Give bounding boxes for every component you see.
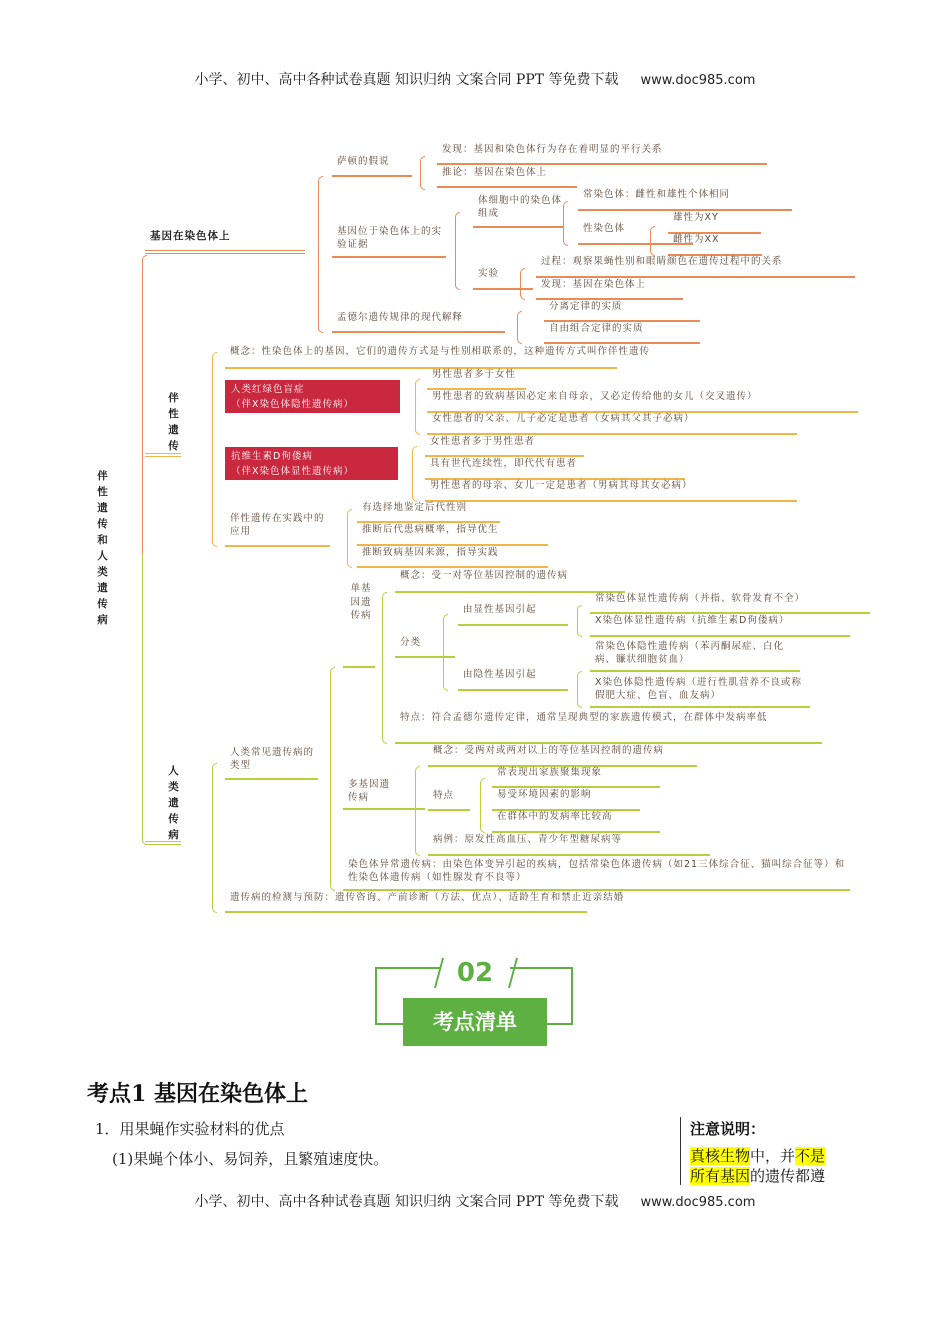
node: 推断致病基因来源，指导实践 xyxy=(357,546,548,568)
node: 性染色体 xyxy=(578,222,693,245)
note-text: 的遗传都遵 xyxy=(750,1167,826,1185)
node: X染色体显性遗传病（抗维生素D佝偻病） xyxy=(590,614,850,637)
bracket xyxy=(517,311,522,344)
node: 在群体中的发病率比较高 xyxy=(492,810,660,833)
footer-url[interactable]: www.doc985.com xyxy=(640,1195,756,1210)
node: 特点 xyxy=(428,789,470,811)
bracket xyxy=(347,509,352,568)
section-title: 考点1 基因在染色体上 xyxy=(87,1081,308,1107)
node-chromosomal: 染色体异常遗传病：由染色体变异引起的疾病，包括常染色体遗传病（如21三体综合征、猫叫综合征等）和性染色体遗传病（如性腺发育不良等） xyxy=(343,858,850,891)
header-text: 小学、初中、高中各种试卷真题 知识归纳 文案合同 PPT 等免费下载 xyxy=(194,72,619,88)
label: （伴X染色体显性遗传病） xyxy=(231,466,355,477)
label: （伴X染色体隐性遗传病） xyxy=(231,399,355,410)
node-evidence: 基因位于染色体上的实验证据 xyxy=(332,225,446,258)
node: 常染色体隐性遗传病（苯丙酮尿症、白化病、镰状细胞贫血） xyxy=(590,640,800,672)
bracket xyxy=(330,667,335,891)
bracket xyxy=(455,212,460,290)
node: 雌性为XX xyxy=(668,233,762,256)
node: 实验 xyxy=(473,267,533,290)
node: 发现：基因在染色体上 xyxy=(536,278,683,300)
node: 有选择地鉴定后代性别 xyxy=(357,501,500,523)
node: 过程：观察果蝇性别和眼睛颜色在遗传过程中的关系 xyxy=(536,255,855,278)
s3-title: 人类遗传病 xyxy=(145,763,181,845)
bracket xyxy=(650,226,655,256)
note-divider xyxy=(680,1117,681,1185)
note-line-1 xyxy=(690,1145,825,1166)
node: 概念：受一对等位基因控制的遗传病 xyxy=(395,569,625,593)
note-line-2 xyxy=(690,1165,825,1186)
node-application: 伴性遗传在实践中的应用 xyxy=(225,512,330,547)
bracket xyxy=(382,592,387,744)
colorblind-box xyxy=(225,380,400,413)
node: 女性患者多于男性患者 xyxy=(425,435,584,457)
item-1-1: (1)果蝇个体小、易饲养，且繁殖速度快。 xyxy=(112,1150,389,1168)
bracket xyxy=(520,268,525,300)
node-types: 人类常见遗传病的类型 xyxy=(225,746,318,780)
bracket xyxy=(318,176,323,333)
bracket xyxy=(577,671,582,708)
node: 分类 xyxy=(395,636,455,658)
bracket xyxy=(480,778,485,833)
node: 男性患者的母亲、女儿一定是患者（男病其母其女必病） xyxy=(425,479,797,502)
item-1: 1．用果蝇作实验材料的优点 xyxy=(95,1120,285,1138)
node: X染色体隐性遗传病（进行性肌营养不良或称假肥大症、色盲、血友病） xyxy=(590,676,810,708)
s2-title: 伴性遗传 xyxy=(145,390,181,457)
node: 推论：基因在染色体上 xyxy=(437,166,577,188)
bracket xyxy=(577,605,582,637)
badge-frame-top xyxy=(510,967,573,969)
node: 男性患者多于女性 xyxy=(427,368,526,390)
node: 常染色体显性遗传病（并指、软骨发育不全） xyxy=(590,592,870,614)
header-url[interactable]: www.doc985.com xyxy=(640,73,756,88)
node: 概念：受两对或两对以上的等位基因控制的遗传病 xyxy=(428,744,697,767)
note-text: 中，并 xyxy=(750,1147,796,1165)
node: 自由组合定律的实质 xyxy=(544,322,700,344)
node: 分离定律的实质 xyxy=(544,300,700,322)
s1-title: 基因在染色体上 xyxy=(145,230,305,254)
bracket xyxy=(420,156,425,190)
node-concept: 概念：性染色体上的基因，它们的遗传方式是与性别相联系的，这种遗传方式叫作伴性遗传 xyxy=(225,345,617,369)
node: 易受环境因素的影响 xyxy=(492,788,640,811)
node: 孟德尔遗传规律的现代解释 xyxy=(332,311,505,333)
node-prevention: 遗传病的检测与预防：遗传咨询、产前诊断（方法、优点）、适龄生育和禁止近亲结婚 xyxy=(225,891,587,913)
highlight: 真核生物 xyxy=(690,1147,751,1165)
node: 由隐性基因引起 xyxy=(458,668,568,691)
highlight: 所有基因 xyxy=(690,1167,751,1185)
badge-label: 考点清单 xyxy=(403,998,547,1046)
node: 具有世代连续性，即代代有患者 xyxy=(425,457,685,480)
node-multi-gene: 多基因遗传病 xyxy=(343,778,425,810)
node: 雄性为XY xyxy=(668,211,761,234)
node: 特点：符合孟德尔遗传定律，通常呈现典型的家族遗传模式，在群体中发病率低 xyxy=(395,711,822,744)
bracket xyxy=(212,763,217,913)
bracket xyxy=(212,352,217,547)
node-single-gene: 单基因遗传病 xyxy=(343,582,375,668)
node-somatic: 体细胞中的染色体组成 xyxy=(473,194,563,228)
badge-frame-top xyxy=(375,967,441,969)
node: 女性患者的父亲、儿子必定是患者（女病其父其子必病） xyxy=(427,412,797,435)
page-header xyxy=(0,69,950,89)
node: 由显性基因引起 xyxy=(458,603,568,626)
node: 病例：原发性高血压、青少年型糖尿病等 xyxy=(428,833,710,856)
footer-text: 小学、初中、高中各种试卷真题 知识归纳 文案合同 PPT 等免费下载 xyxy=(194,1194,619,1210)
node: 发现：基因和染色体行为存在着明显的平行关系 xyxy=(437,143,767,165)
node: 推断后代患病概率，指导优生 xyxy=(357,523,548,546)
bracket xyxy=(415,766,420,856)
badge-number: 02 xyxy=(456,958,494,988)
note-title: 注意说明： xyxy=(690,1120,766,1138)
bracket xyxy=(563,201,568,246)
label: 抗维生素D佝偻病 xyxy=(231,451,313,462)
rickets-box xyxy=(225,447,398,480)
bracket xyxy=(443,614,448,691)
highlight: 不是 xyxy=(795,1147,826,1165)
bracket xyxy=(415,379,420,435)
root-node: 伴性遗传和人类遗传病 xyxy=(97,470,109,626)
label: 人类红绿色盲症 xyxy=(231,384,305,395)
node-sutton: 萨顿的假说 xyxy=(332,155,412,177)
node: 常表现出家族聚集现象 xyxy=(492,766,660,788)
page-footer xyxy=(0,1191,950,1211)
node: 常染色体：雌性和雄性个体相同 xyxy=(578,188,792,211)
node: 男性患者的致病基因必定来自母亲，又必定传给他的女儿（交叉遗传） xyxy=(427,390,858,413)
bracket xyxy=(412,446,417,502)
